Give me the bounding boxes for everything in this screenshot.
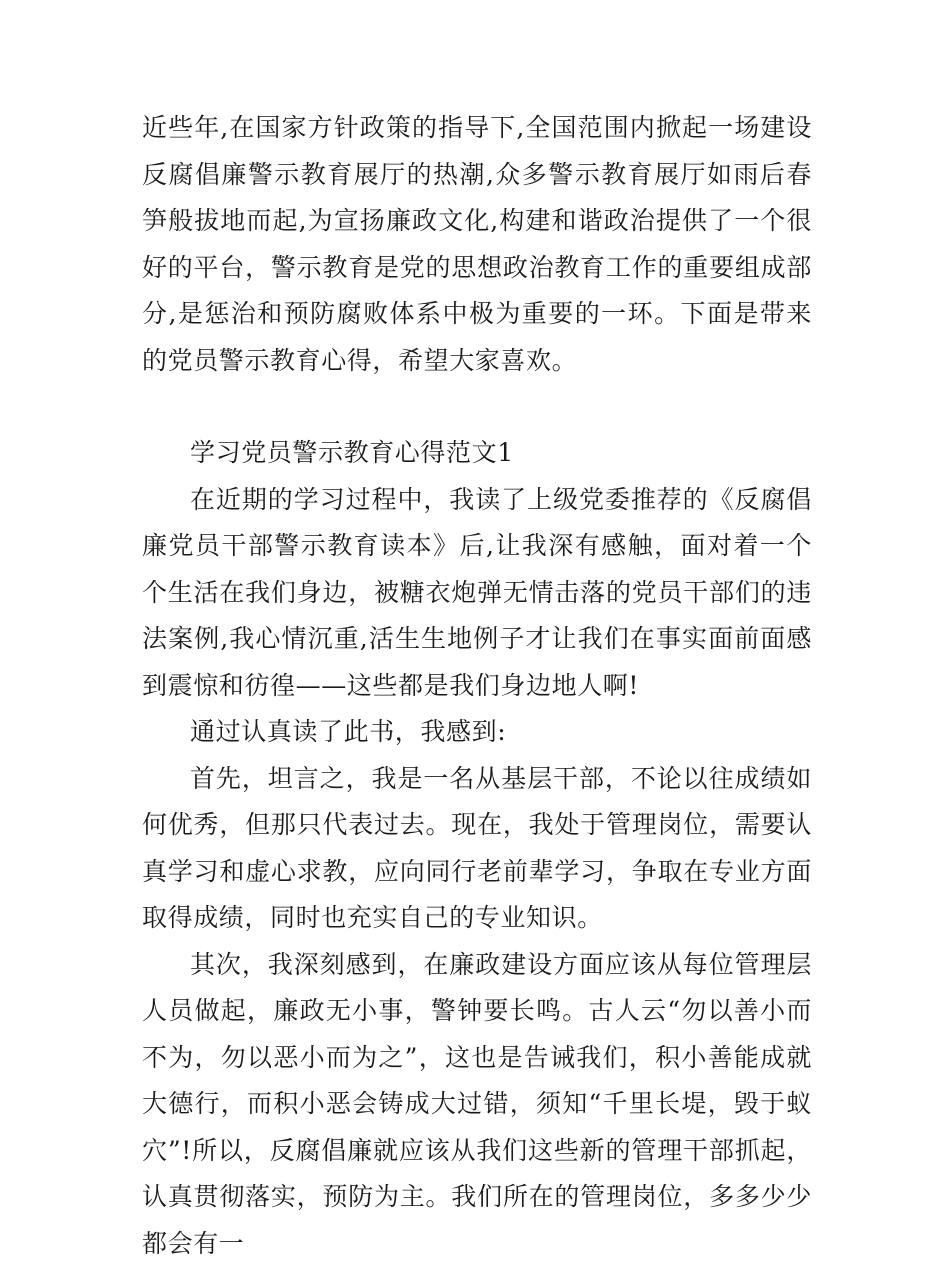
body-paragraph-4: 其次，我深刻感到，在廉政建设方面应该从每位管理层人员做起，廉政无小事，警钟要长鸣。古人云“勿以善小而不为，勿以恶小而为之”，这也是告诫我们，积小善能成就大德行，而积小恶会铸成大过错，须知“千里长堤，毁于蚁穴”!所以，反腐倡廉就应该从我们这些新的管理干部抓起，认真贯彻落实，预防为主。我们所在的管理岗位，多多少少都会有一 xyxy=(142,942,812,1267)
body-paragraph-1: 在近期的学习过程中，我读了上级党委推荐的《反腐倡廉党员干部警示教育读本》后,让我深有感触，面对着一个个生活在我们身边，被糖衣炮弹无情击落的党员干部们的违法案例,我心情沉重,活生生地例子才让我们在事实面前面感到震惊和彷徨——这些都是我们身边地人啊! xyxy=(142,477,812,710)
paragraph-gap xyxy=(142,384,812,430)
section-title: 学习党员警示教育心得范文1 xyxy=(142,430,812,477)
document-body xyxy=(142,105,812,1267)
intro-paragraph: 近些年,在国家方针政策的指导下,全国范围内掀起一场建设反腐倡廉警示教育展厅的热潮,众多警示教育展厅如雨后春笋般拔地而起,为宣扬廉政文化,构建和谐政治提供了一个很好的平台，警示教育是党的思想政治教育工作的重要组成部分,是惩治和预防腐败体系中极为重要的一环。下面是带来的党员警示教育心得，希望大家喜欢。 xyxy=(142,105,812,384)
body-paragraph-3: 首先，坦言之，我是一名从基层干部，不论以往成绩如何优秀，但那只代表过去。现在，我处于管理岗位，需要认真学习和虚心求教，应向同行老前辈学习，争取在专业方面取得成绩，同时也充实自己的专业知识。 xyxy=(142,756,812,942)
body-paragraph-2: 通过认真读了此书，我感到: xyxy=(142,709,812,756)
